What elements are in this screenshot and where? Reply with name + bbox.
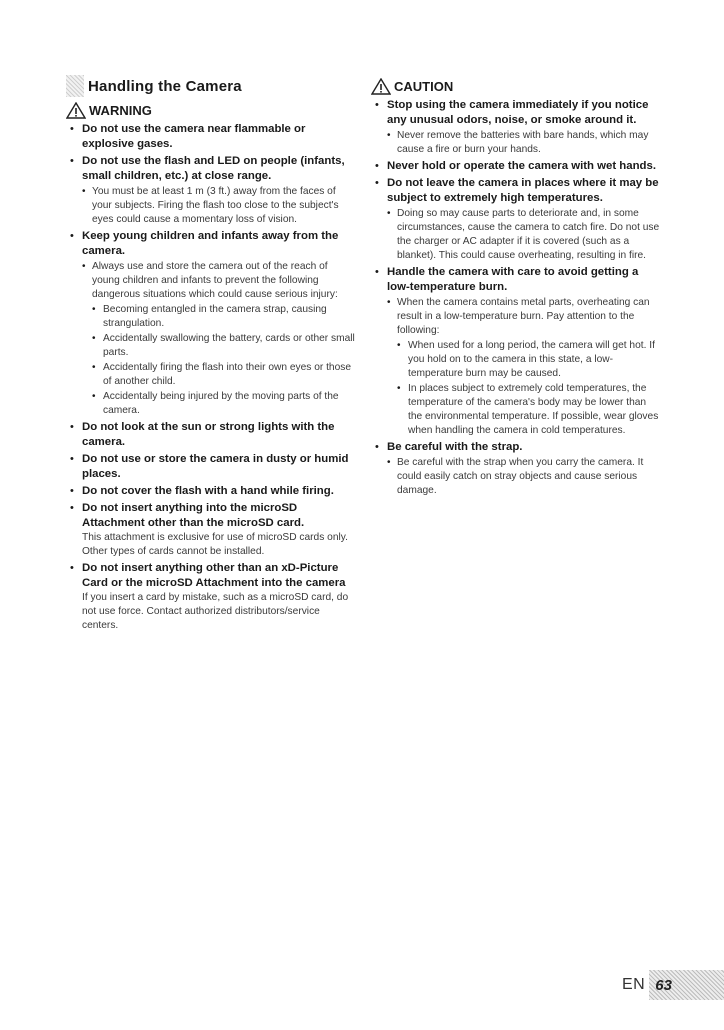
bullet-dot: • <box>375 266 379 278</box>
bullet-dot: • <box>70 502 74 514</box>
bullet-dot: • <box>70 155 74 167</box>
caution-sub-item-text: When the camera contains metal parts, overheating can result in a low-temperature burn. Pay attention to the following: <box>397 297 650 336</box>
caution-sub-item <box>387 296 661 338</box>
nested-bullet-dot: • <box>92 362 96 373</box>
section-header <box>66 74 356 98</box>
warning-sub-item-text: Always use and store the camera out of the reach of young children and infants to prevent the following dangerous situations which could cause serious injury: <box>92 261 338 300</box>
bullet-dot: • <box>375 441 379 453</box>
caution-sub-item-text: Be careful with the strap when you carry the camera. It could easily catch on stray objects and cause serious damage. <box>397 457 644 496</box>
left-column <box>66 74 356 635</box>
caution-item-heading: Handle the camera with care to avoid getting a low-temperature burn. <box>387 266 639 293</box>
warning-item <box>66 484 356 499</box>
warning-nested-item <box>92 332 356 360</box>
warning-nested-item-text: Accidentally swallowing the battery, cards or other small parts. <box>103 333 355 358</box>
sub-bullet-dot: • <box>82 186 86 197</box>
warning-item <box>66 501 356 559</box>
nested-bullet-dot: • <box>92 333 96 344</box>
sub-bullet-dot: • <box>387 457 391 468</box>
caution-item-heading: Do not leave the camera in places where it may be subject to extremely high temperatures. <box>387 177 659 204</box>
warning-item-detail: If you insert a card by mistake, such as a microSD card, do not use force. Contact authorized distributors/service centers. <box>82 592 349 631</box>
caution-item <box>371 265 661 438</box>
warning-sub-item <box>82 260 356 302</box>
sub-bullet-dot: • <box>82 261 86 272</box>
caution-item <box>371 159 661 174</box>
warning-nested-item <box>92 361 356 389</box>
bullet-dot: • <box>375 177 379 189</box>
warning-item-heading: Do not cover the flash with a hand while firing. <box>82 485 334 497</box>
warning-item-heading: Do not use the flash and LED on people (infants, small children, etc.) at close range. <box>82 155 345 182</box>
caution-sub-item <box>387 207 661 263</box>
bullet-dot: • <box>375 99 379 111</box>
warning-nested-item <box>92 390 356 418</box>
warning-label: WARNING <box>89 103 152 118</box>
caution-nested-item-text: When used for a long period, the camera will get hot. If you hold on to the camera in this state, a low-temperature burn may be caused. <box>408 340 655 379</box>
warning-nested-item-text: Accidentally firing the flash into their own eyes or those of another child. <box>103 362 352 387</box>
sub-bullet-dot: • <box>387 130 391 141</box>
section-marker <box>66 75 84 97</box>
warning-nested-item-text: Becoming entangled in the camera strap, causing strangulation. <box>103 304 327 329</box>
caution-item <box>371 440 661 498</box>
warning-item <box>66 122 356 152</box>
warning-item <box>66 154 356 227</box>
caution-sub-item <box>387 456 661 498</box>
warning-triangle-icon <box>66 102 86 119</box>
sub-bullet-dot: • <box>387 297 391 308</box>
page-footer <box>622 970 724 1000</box>
warning-item-detail: This attachment is exclusive for use of microSD cards only. Other types of cards cannot be installed. <box>82 532 348 557</box>
warning-nested-item-text: Accidentally being injured by the moving parts of the camera. <box>103 391 339 416</box>
caution-nested-item <box>397 382 661 438</box>
bullet-dot: • <box>375 160 379 172</box>
nested-bullet-dot: • <box>92 391 96 402</box>
caution-item-heading: Be careful with the strap. <box>387 441 523 453</box>
warning-item-heading: Do not use the camera near flammable or explosive gases. <box>82 123 306 150</box>
warning-item-heading: Do not use or store the camera in dusty or humid places. <box>82 453 349 480</box>
nested-bullet-dot: • <box>397 340 401 351</box>
caution-sub-item-text: Doing so may cause parts to deteriorate and, in some circumstances, cause the camera to catch fire. Do not use the charger or AC adapter if it is covered (such as a blanket). This could cause overheating, resulting in fire. <box>397 208 660 261</box>
bullet-dot: • <box>70 485 74 497</box>
warning-item-heading: Do not look at the sun or strong lights with the camera. <box>82 421 335 448</box>
warning-nested-item <box>92 303 356 331</box>
bullet-dot: • <box>70 123 74 135</box>
page-number: 63 <box>655 976 672 994</box>
caution-nested-item-text: In places subject to extremely cold temperatures, the temperature of the camera's body may be lower than the environmental temperature. If possible, wear gloves when handling the camera in cold temperatures. <box>408 383 659 436</box>
caution-sub-item <box>387 129 661 157</box>
bullet-dot: • <box>70 421 74 433</box>
bullet-dot: • <box>70 453 74 465</box>
warning-item <box>66 420 356 450</box>
warning-sub-item <box>82 185 356 227</box>
nested-bullet-dot: • <box>397 383 401 394</box>
caution-list <box>371 98 661 498</box>
right-column <box>371 74 661 500</box>
warning-item-heading: Do not insert anything into the microSD Attachment other than the microSD card. <box>82 502 305 529</box>
caution-item <box>371 176 661 263</box>
warning-item <box>66 452 356 482</box>
warning-list <box>66 122 356 633</box>
warning-header <box>66 102 356 119</box>
caution-header <box>371 78 661 95</box>
bullet-dot: • <box>70 230 74 242</box>
section-title: Handling the Camera <box>88 77 242 95</box>
sub-bullet-dot: • <box>387 208 391 219</box>
bullet-dot: • <box>70 562 74 574</box>
caution-item <box>371 98 661 157</box>
caution-label: CAUTION <box>394 79 454 94</box>
caution-item-heading: Stop using the camera immediately if you notice any unusual odors, noise, or smoke around it. <box>387 99 649 126</box>
warning-item-heading: Do not insert anything other than an xD-Picture Card or the microSD Attachment into the camera <box>82 562 346 589</box>
caution-sub-item-text: Never remove the batteries with bare hands, which may cause a fire or burn your hands. <box>397 130 649 155</box>
warning-sub-item-text: You must be at least 1 m (3 ft.) away from the faces of your subjects. Firing the flash too close to the subject's eyes could cause a momentary loss of vision. <box>92 186 339 225</box>
caution-nested-item <box>397 339 661 381</box>
warning-item <box>66 561 356 633</box>
language-code: EN <box>622 976 646 993</box>
warning-item-heading: Keep young children and infants away from the camera. <box>82 230 339 257</box>
caution-item-heading: Never hold or operate the camera with wet hands. <box>387 160 657 172</box>
page-number-box <box>649 970 724 1000</box>
nested-bullet-dot: • <box>92 304 96 315</box>
warning-item <box>66 229 356 418</box>
caution-triangle-icon <box>371 78 391 95</box>
